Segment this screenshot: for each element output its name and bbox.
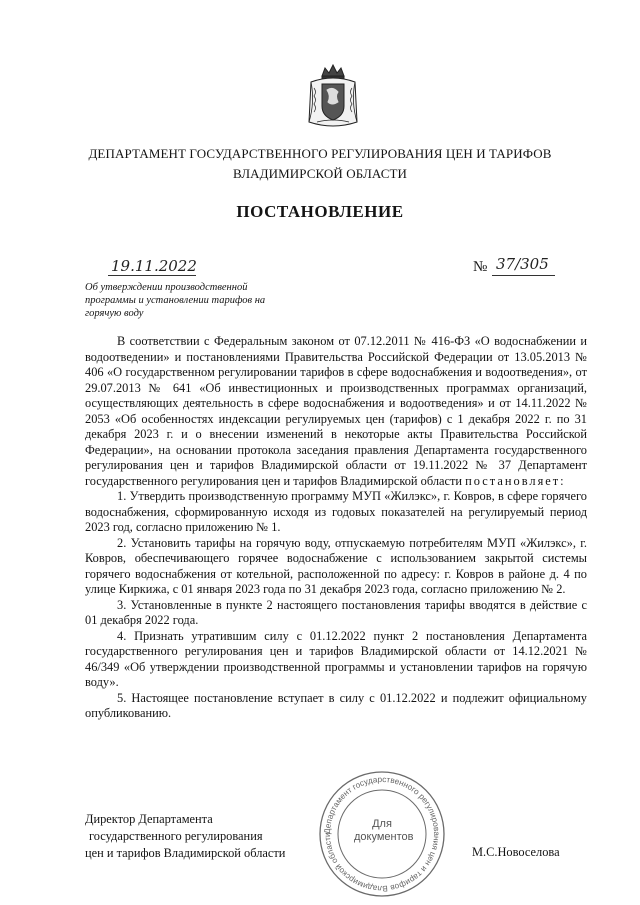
stamp-center-text: [354, 818, 414, 844]
document-type-title: ПОСТАНОВЛЕНИЕ: [236, 202, 404, 221]
item-3-paragraph: 3. Установленные в пункте 2 настоящего постановления тарифы вводятся в действие с 01 декабря 2022 года.: [85, 597, 587, 627]
stamp-center-line1: Для: [372, 818, 392, 830]
signer-position: [85, 811, 325, 862]
preamble-text: В соответствии с Федеральным законом от 07.12.2011 № 416-ФЗ «О водоснабжении и водоотведении» и постановлениями Правительства Российской Федерации от 13.05.2013 № 406 «О государственном регулировании тарифов в сфере водоснабжения и водоотведения», от 29.07.2013 № 641 «Об инвестиционных и производственных программах организаций, осуществляющих деятельность в сфере водоснабжения и водоотведения» и от 14.11.2022 № 2053 «Об особенностях индексации регулируемых цен (тарифов) с 1 декабря 2022 г. по 31 декабря 2023 г. и о внесении изменений в некоторые акты Правительства Российской Федерации», на основании протокола заседания правления Департамента государственного регулирования цен и тарифов Владимирской области от 19.11.2022 № 37 Департамент государственного регулирования цен и тарифов Владимирской области: [85, 334, 587, 488]
item-2-paragraph: 2. Установить тарифы на горячую воду, отпускаемую потребителям МУП «Жилэкс», г. Ковров, обеспечивающего горячее водоснабжение с использованием закрытой системы горячего водоснабжения от котельной, расположенной по адресу: г. Ковров в районе д. 4 по улице Киркижа, с 01 января 2023 года по 31 декабря 2023 года, согласно приложению № 2.: [85, 535, 587, 596]
signer-position-line1: Директор Департамента: [85, 812, 213, 826]
item-5-paragraph: 5. Настоящее постановление вступает в силу с 01.12.2022 и подлежит официальному опубликованию.: [85, 690, 587, 720]
signer-name: М.С.Новоселова: [472, 845, 560, 859]
number-underline: [492, 275, 555, 276]
stamp-ring-text: Департамент государственного регулирования цен и тарифов Владимирской области: [322, 774, 442, 894]
department-name-line1: ДЕПАРТАМЕНТ ГОСУДАРСТВЕННОГО РЕГУЛИРОВАНИЯ ЦЕН И ТАРИФОВ: [88, 146, 552, 161]
stamp-center-line2: документов: [354, 831, 414, 843]
date-underline: [108, 275, 196, 276]
resolves-word: постановляет:: [465, 473, 566, 488]
item-4-paragraph: 4. Признать утратившим силу с 01.12.2022 пункт 2 постановления Департамента государственного регулирования цен и тарифов Владимирской области от 14.12.2021 № 46/349 «Об утверждении производственной программы и установлении тарифов на горячую воду».: [85, 628, 587, 689]
signer-position-line2: государственного регулирования: [89, 829, 263, 843]
document-subject: Об утверждении производственной программы и установлении тарифов на горячую воду: [85, 282, 266, 319]
document-date: 19.11.2022: [111, 257, 197, 275]
document-number: 37/305: [496, 255, 549, 273]
preamble-paragraph: [85, 334, 587, 489]
coat-of-arms-emblem: [305, 62, 361, 130]
department-name-line2: ВЛАДИМИРСКОЙ ОБЛАСТИ: [232, 166, 408, 181]
signer-position-line3: цен и тарифов Владимирской области: [85, 846, 286, 860]
number-label: №: [473, 259, 488, 275]
document-body: [85, 334, 587, 722]
item-1-paragraph: 1. Утвердить производственную программу МУП «Жилэкс», г. Ковров, в сфере горячего водоснабжения, сформированную исходя из годовых показателей на регулируемый период 2023 год, согласно приложению № 1.: [85, 489, 587, 534]
